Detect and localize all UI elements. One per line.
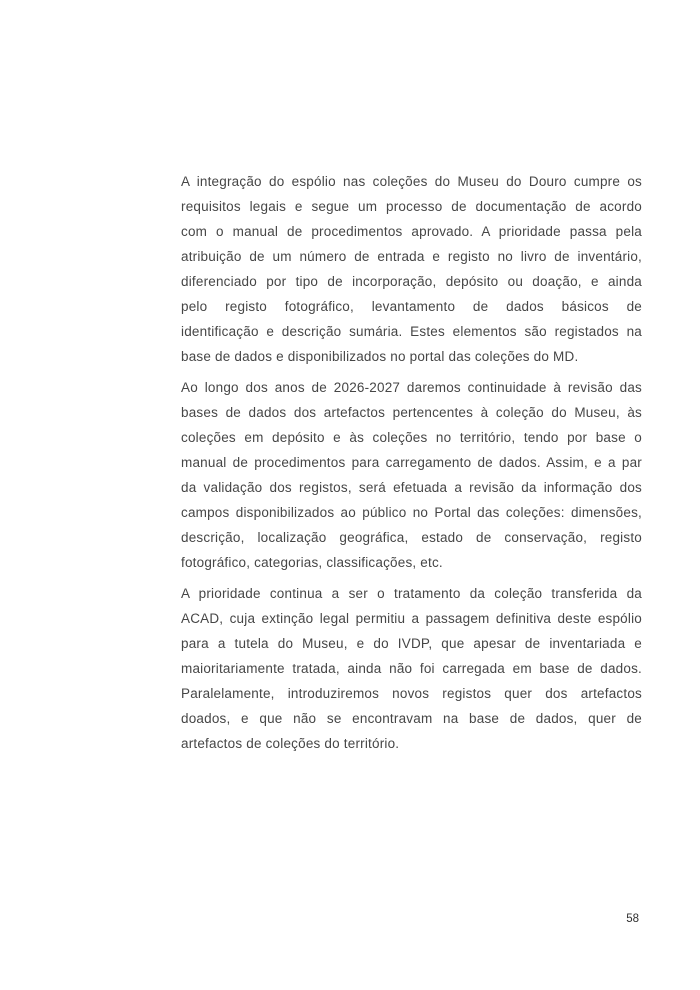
text-line: da validação dos registos, será efetuada a revisão da informação dos	[181, 480, 642, 495]
text-line: para a tutela do Museu, e do IVDP, que apesar de inventariada e	[181, 636, 642, 651]
text-line: doados, e que não se encontravam na base de dados, quer de	[181, 711, 642, 726]
paragraph	[181, 375, 642, 575]
text-line: descrição, localização geográfica, estado de conservação, registo	[181, 530, 642, 545]
text-line: Ao longo dos anos de 2026-2027 daremos continuidade à revisão das	[181, 380, 642, 395]
body-text	[181, 169, 642, 762]
text-line: Paralelamente, introduziremos novos registos quer dos artefactos	[181, 686, 642, 701]
text-line: coleções em depósito e às coleções no território, tendo por base o	[181, 430, 642, 445]
text-line: pelo registo fotográfico, levantamento de dados básicos de	[181, 299, 642, 314]
text-line: com o manual de procedimentos aprovado. A prioridade passa pela	[181, 224, 642, 239]
text-line: A integração do espólio nas coleções do Museu do Douro cumpre os	[181, 174, 642, 189]
text-line: manual de procedimentos para carregamento de dados. Assim, e a par	[181, 455, 642, 470]
paragraph	[181, 169, 642, 369]
text-line: ACAD, cuja extinção legal permitiu a passagem definitiva deste espólio	[181, 611, 642, 626]
text-line: maioritariamente tratada, ainda não foi carregada em base de dados.	[181, 661, 642, 676]
text-line: A prioridade continua a ser o tratamento da coleção transferida da	[181, 586, 642, 601]
text-line: fotográfico, categorias, classificações, etc.	[181, 555, 443, 570]
text-line: bases de dados dos artefactos pertencentes à coleção do Museu, às	[181, 405, 642, 420]
text-line: base de dados e disponibilizados no portal das coleções do MD.	[181, 349, 579, 364]
text-line: artefactos de coleções do território.	[181, 736, 400, 751]
paragraph	[181, 581, 642, 756]
page-number: 58	[626, 913, 639, 925]
text-line: campos disponibilizados ao público no Portal das coleções: dimensões,	[181, 505, 642, 520]
text-line: atribuição de um número de entrada e registo no livro de inventário,	[181, 249, 642, 264]
text-line: requisitos legais e segue um processo de documentação de acordo	[181, 199, 642, 214]
text-line: diferenciado por tipo de incorporação, depósito ou doação, e ainda	[181, 274, 642, 289]
text-line: identificação e descrição sumária. Estes elementos são registados na	[181, 324, 642, 339]
